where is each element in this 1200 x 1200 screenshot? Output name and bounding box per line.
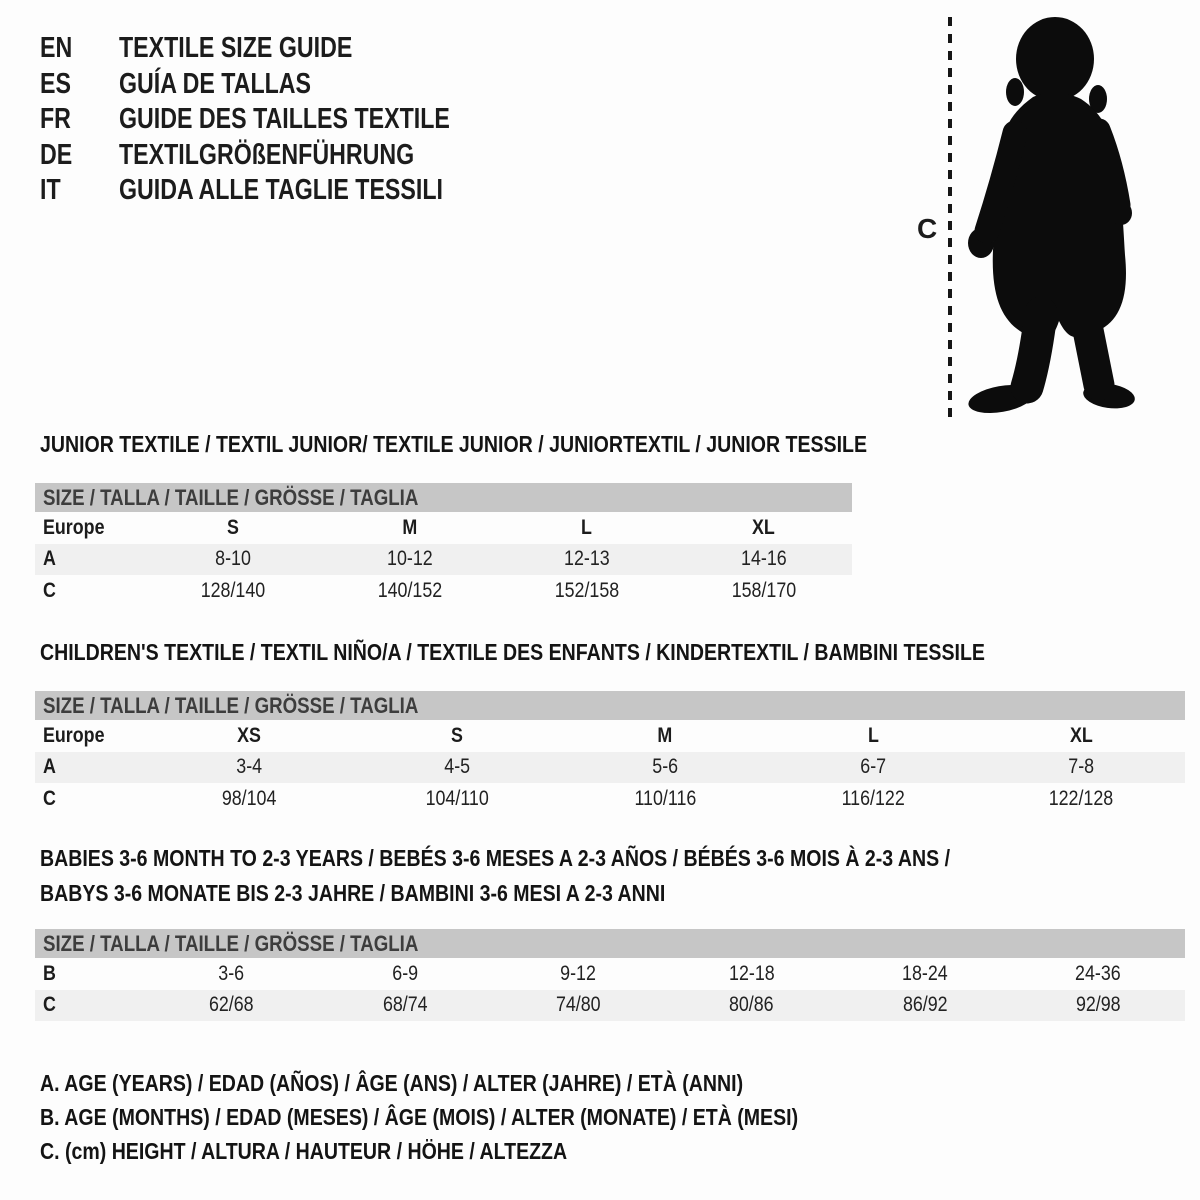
section-title-line: [40, 841, 1111, 876]
legend-line: [40, 1100, 932, 1134]
language-row: [40, 67, 533, 103]
children-size-table: [35, 691, 1185, 815]
value-cell: [769, 724, 977, 748]
value-cell: [145, 962, 318, 986]
table-row: [35, 544, 852, 576]
cell-text: 7-8: [1068, 755, 1094, 779]
language-code-text: ES: [40, 67, 71, 100]
table-body: [35, 512, 852, 607]
row-label-cell: [35, 787, 145, 811]
language-row: [40, 31, 533, 67]
height-measure-label: C: [917, 213, 938, 244]
value-cell: [353, 787, 561, 811]
value-cell: [561, 787, 769, 811]
size-header-bar: [35, 483, 852, 512]
legend-text: A. AGE (YEARS) / EDAD (AÑOS) / ÂGE (ANS) / ALTER (JAHRE) / ETÀ (ANNI): [40, 1069, 744, 1096]
value-cell: [353, 755, 561, 779]
cell-text: 86/92: [902, 993, 948, 1017]
table-row: [35, 783, 1185, 815]
value-cell: [1012, 993, 1185, 1017]
value-cell: [1012, 962, 1185, 986]
value-cell: [675, 547, 852, 571]
row-label-cell: [35, 755, 145, 779]
value-cell: [322, 547, 499, 571]
height-dashed-line: [948, 17, 952, 417]
cell-text: XL: [1069, 723, 1093, 747]
table-row: [35, 575, 852, 607]
value-cell: [499, 547, 676, 571]
cell-text: 14-16: [740, 547, 787, 571]
language-list: [40, 31, 533, 209]
cell-text: C: [43, 993, 56, 1017]
cell-text: 6-9: [392, 961, 418, 985]
value-cell: [838, 962, 1011, 986]
value-cell: [145, 755, 353, 779]
value-cell: [769, 755, 977, 779]
value-cell: [977, 724, 1185, 748]
value-cell: [353, 724, 561, 748]
section-title-line: [40, 427, 1013, 462]
section-title-text: CHILDREN'S TEXTILE / TEXTIL NIÑO/A / TEXTILE DES ENFANTS / KINDERTEXTIL / BAMBINI TESSILE: [40, 639, 985, 665]
size-header-label: SIZE / TALLA / TAILLE / GRÖSSE / TAGLIA: [43, 930, 419, 956]
row-label-cell: [35, 962, 145, 986]
language-title-text: GUIDA ALLE TAGLIE TESSILI: [119, 174, 443, 207]
legend-text: C. (cm) HEIGHT / ALTURA / HAUTEUR / HÖHE / ALTEZZA: [40, 1137, 568, 1164]
language-code: [40, 68, 119, 101]
language-code: [40, 103, 119, 136]
language-code: [40, 32, 119, 65]
language-title-text: TEXTILGRÖßENFÜHRUNG: [119, 138, 415, 171]
table-row: [35, 958, 1185, 990]
section-title-line: [40, 635, 1152, 670]
value-cell: [561, 755, 769, 779]
value-cell: [145, 787, 353, 811]
language-code: [40, 174, 119, 207]
cell-text: 12-18: [728, 961, 775, 985]
table-row: [35, 752, 1185, 784]
value-cell: [838, 993, 1011, 1017]
section-title-text: BABIES 3-6 MONTH TO 2-3 YEARS / BEBÉS 3-6 MESES A 2-3 AÑOS / BÉBÉS 3-6 MOIS À 2-3 ANS /: [40, 845, 951, 871]
section-title-text: JUNIOR TEXTILE / TEXTIL JUNIOR/ TEXTILE JUNIOR / JUNIORTEXTIL / JUNIOR TESSILE: [40, 431, 868, 457]
cell-text: 12-13: [564, 547, 610, 571]
section-title: [40, 841, 1111, 911]
language-title: [119, 139, 488, 172]
value-cell: [145, 547, 322, 571]
language-title: [119, 174, 524, 207]
value-cell: [145, 993, 318, 1017]
cell-text: S: [227, 515, 240, 539]
cell-text: L: [867, 723, 879, 747]
value-cell: [492, 993, 665, 1017]
value-cell: [665, 962, 838, 986]
value-cell: [665, 993, 838, 1017]
cell-text: 80/86: [729, 993, 774, 1017]
row-label-cell: [35, 516, 145, 540]
cell-text: 5-6: [652, 755, 678, 779]
value-cell: [318, 993, 491, 1017]
value-cell: [492, 962, 665, 986]
cell-text: 68/74: [382, 993, 428, 1017]
value-cell: [145, 516, 322, 540]
cell-text: 8-10: [215, 547, 252, 571]
value-cell: [145, 724, 353, 748]
value-cell: [322, 579, 499, 603]
legend-line: [40, 1066, 932, 1100]
legend-line: [40, 1134, 932, 1168]
row-label-cell: [35, 993, 145, 1017]
table-row: [35, 512, 852, 544]
cell-text: XS: [237, 723, 261, 747]
value-cell: [769, 787, 977, 811]
value-cell: [561, 724, 769, 748]
cell-text: C: [43, 578, 56, 602]
cell-text: 128/140: [201, 578, 266, 602]
value-cell: [145, 579, 322, 603]
size-header-label: SIZE / TALLA / TAILLE / GRÖSSE / TAGLIA: [43, 484, 419, 510]
language-code-text: FR: [40, 103, 71, 136]
table-row: [35, 990, 1185, 1022]
cell-text: 3-4: [236, 755, 262, 779]
cell-text: 158/170: [731, 578, 796, 602]
value-cell: [499, 516, 676, 540]
language-code-text: DE: [40, 138, 73, 171]
toddler-silhouette-icon: [963, 15, 1138, 417]
cell-text: 4-5: [444, 755, 470, 779]
cell-text: 3-6: [218, 961, 245, 985]
size-header-bar: [35, 929, 1185, 958]
language-title: [119, 32, 411, 65]
cell-text: 98/104: [221, 786, 277, 810]
cell-text: Europe: [43, 515, 105, 539]
value-cell: [322, 516, 499, 540]
language-code-text: EN: [40, 32, 73, 65]
cell-text: 140/152: [377, 578, 443, 602]
cell-text: Europe: [43, 723, 105, 747]
language-title: [119, 68, 359, 101]
value-cell: [499, 579, 676, 603]
cell-text: 18-24: [902, 961, 948, 985]
size-header-bar: [35, 691, 1185, 720]
cell-text: 62/68: [209, 993, 254, 1017]
language-row: [40, 138, 533, 174]
value-cell: [318, 962, 491, 986]
row-label-cell: [35, 579, 145, 603]
babies-size-table: [35, 929, 1185, 1021]
cell-text: 6-7: [860, 755, 886, 779]
table-row: [35, 720, 1185, 752]
section-title-text: BABYS 3-6 MONATE BIS 2-3 JAHRE / BAMBINI 3-6 MESI A 2-3 ANNI: [40, 880, 666, 906]
cell-text: XL: [752, 515, 776, 539]
cell-text: 104/110: [425, 786, 489, 810]
table-body: [35, 958, 1185, 1021]
table-body: [35, 720, 1185, 815]
language-title-text: GUIDE DES TAILLES TEXTILE: [119, 103, 450, 136]
cell-text: A: [43, 547, 56, 571]
language-row: [40, 102, 533, 138]
row-label-cell: [35, 547, 145, 571]
language-row: [40, 173, 533, 209]
cell-text: L: [581, 515, 593, 539]
section-title: [40, 427, 1013, 462]
cell-text: M: [657, 723, 673, 747]
section-title: [40, 635, 1152, 670]
value-cell: [977, 787, 1185, 811]
cell-text: 152/158: [554, 578, 620, 602]
language-title-text: TEXTILE SIZE GUIDE: [119, 32, 353, 65]
value-cell: [977, 755, 1185, 779]
junior-size-table: [35, 483, 852, 607]
cell-text: 110/116: [634, 786, 696, 810]
cell-text: 9-12: [560, 961, 597, 985]
value-cell: [675, 516, 852, 540]
value-cell: [675, 579, 852, 603]
language-title: [119, 103, 533, 136]
cell-text: 116/122: [841, 786, 905, 810]
cell-text: 92/98: [1075, 993, 1121, 1017]
cell-text: 10-12: [387, 547, 433, 571]
cell-text: 74/80: [555, 993, 601, 1017]
language-title-text: GUÍA DE TALLAS: [119, 67, 312, 100]
cell-text: M: [402, 515, 418, 539]
row-label-cell: [35, 724, 145, 748]
cell-text: C: [43, 786, 56, 810]
measurement-legend: [40, 1066, 932, 1168]
cell-text: 122/128: [1048, 786, 1114, 810]
language-code: [40, 139, 119, 172]
legend-text: B. AGE (MONTHS) / EDAD (MESES) / ÂGE (MOIS) / ALTER (MONATE) / ETÀ (MESI): [40, 1103, 799, 1130]
cell-text: S: [451, 723, 463, 747]
cell-text: 24-36: [1075, 961, 1122, 985]
language-code-text: IT: [40, 174, 61, 207]
cell-text: B: [43, 961, 56, 985]
section-title-line: [40, 876, 1111, 911]
size-header-label: SIZE / TALLA / TAILLE / GRÖSSE / TAGLIA: [43, 692, 419, 718]
cell-text: A: [43, 755, 56, 779]
